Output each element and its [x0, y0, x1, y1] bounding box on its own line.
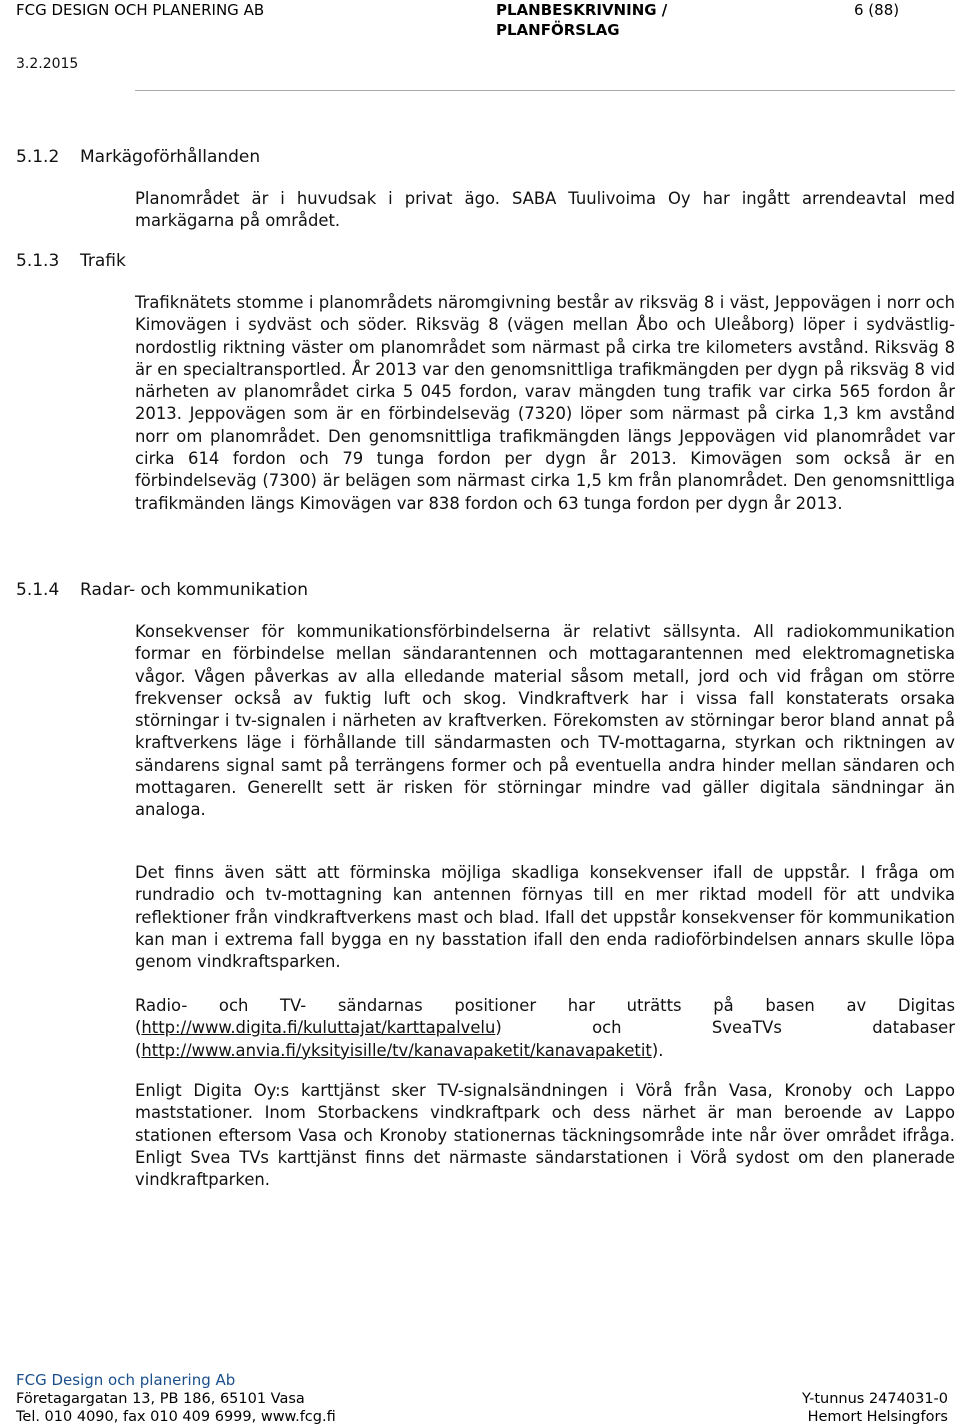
- section-heading-5-1-3: [16, 250, 126, 272]
- header-company: FCG DESIGN OCH PLANERING AB: [16, 1, 265, 19]
- text-fragment: ) och SveaTVs databaser (: [135, 1018, 955, 1060]
- footer-contact: Tel. 010 4090, fax 010 409 6999, www.fcg.fi: [16, 1409, 336, 1425]
- text-fragment: ).: [651, 1040, 664, 1060]
- footer-company-brand: FCG Design och planering Ab: [16, 1371, 236, 1389]
- text-fragment: Radio- och TV- sändarnas positioner har uträtts på basen av Digitas (: [135, 996, 955, 1038]
- section-heading-5-1-2: [16, 146, 260, 168]
- paragraph-communication-impacts: Konsekvenser för kommunikationsförbindelserna är relativt sällsynta. All radiokommunikation formar en förbindelse mellan sändarantennen och mottagarantennen med elektromagnetiska vågor. Vågen påverkas av alla elledande material såsom metall, jord och vid frågan om större frekvenser också av fuktig luft och skog. Vindkraftverk har i vissa fall konstaterats orsaka störningar i tv-signalen i närheten av kraftverken. Förekomsten av störningar beror bland annat på kraftverkens läge i förhållande till sändarmasten och TV-mottagarna, styrkan och riktningen av sändarens signal samt på terrängens former och på eventuella andra hinder mellan sändaren och mottagaren. Generellt sett är risken för störningar mindre vad gäller digitala sändningar än analoga.: [135, 622, 955, 820]
- paragraph-transmitter-sources: [135, 995, 955, 1062]
- paragraph-traffic: Trafiknätets stomme i planområdets näromgivning består av riksväg 8 i väst, Jeppovägen i norr och Kimovägen i sydväst och söder. Riksväg 8 (vägen mellan Åbo och Uleåborg) löper i sydvästlig-nordostlig riktning väster om planområdet som närmast på cirka tre kilometers avstånd. Riksväg 8 är en specialtransportled. År 2013 var den genomsnittliga trafikmängden per dygn på riksväg 8 vid närheten av planområdet cirka 5 045 fordon, varav mängden tung trafik var cirka 565 fordon år 2013. Jeppovägen som är en förbindelseväg (7320) löper som närmast på cirka 1,3 km avstånd norr om planområdet. Den genomsnittliga trafikmängden längs Jeppovägen vid planområdet var cirka 614 fordon och 79 tunga fordon per dygn år 2013. Kimovägen som också är en förbindelseväg (7300) är belägen som närmast cirka 1,5 km från planområdet. Den genomsnittliga trafikmänden längs Kimovägen var 838 fordon och 63 tunga fordon per dygn år 2013.: [135, 293, 955, 513]
- section-title: Radar- och kommunikation: [80, 580, 308, 600]
- paragraph-land-ownership: Planområdet är i huvudsak i privat ägo. SABA Tuulivoima Oy har ingått arrendeavtal med markägarna på området.: [135, 189, 955, 231]
- footer-business-id: Y-tunnus 2474031-0: [801, 1391, 948, 1407]
- section-title: Trafik: [80, 251, 126, 271]
- header-document-title: PLANBESKRIVNING / PLANFÖRSLAG: [496, 1, 668, 39]
- section-heading-5-1-4: [16, 579, 308, 601]
- header-date: 3.2.2015: [16, 56, 79, 72]
- paragraph-mitigation: Det finns även sätt att förminska möjliga skadliga konsekvenser ifall de uppstår. I fråga om rundradio och tv-mottagning kan antennen förnyas till en mer riktad modell för att undvika reflektioner från vindkraftverkens mast och blad. Ifall det uppstår konsekvenser för kommunikation kan man i extrema fall bygga en ny basstation ifall den enda radioförbindelsen annars skulle löpa genom vindkraftsparken.: [135, 863, 955, 972]
- section-number: 5.1.2: [16, 147, 60, 167]
- footer-registered-seat: Hemort Helsingfors: [807, 1409, 948, 1425]
- section-number: 5.1.3: [16, 251, 60, 271]
- footer-address: Företagargatan 13, PB 186, 65101 Vasa: [16, 1391, 305, 1407]
- header-divider: [135, 90, 955, 91]
- section-title: Markägoförhållanden: [80, 147, 261, 167]
- anvia-link[interactable]: http://www.anvia.fi/yksityisille/tv/kanavapaketit/kanavapaketit: [141, 1040, 652, 1060]
- header-page-number: 6 (88): [854, 1, 900, 19]
- section-number: 5.1.4: [16, 580, 60, 600]
- digita-link[interactable]: http://www.digita.fi/kuluttajat/karttapalvelu: [141, 1018, 496, 1038]
- paragraph-digita-service: Enligt Digita Oy:s karttjänst sker TV-signalsändningen i Vörå från Vasa, Kronoby och Lappo maststationer. Inom Storbackens vindkraftpark och dess närhet är man beroende av Lappo stationen eftersom Vasa och Kronoby stationernas täckningsområde inte når över området ifråga. Enligt Svea TVs karttjänst finns det närmaste sändarstationen i Vörå sydost om den planerade vindkraftparken.: [135, 1081, 955, 1190]
